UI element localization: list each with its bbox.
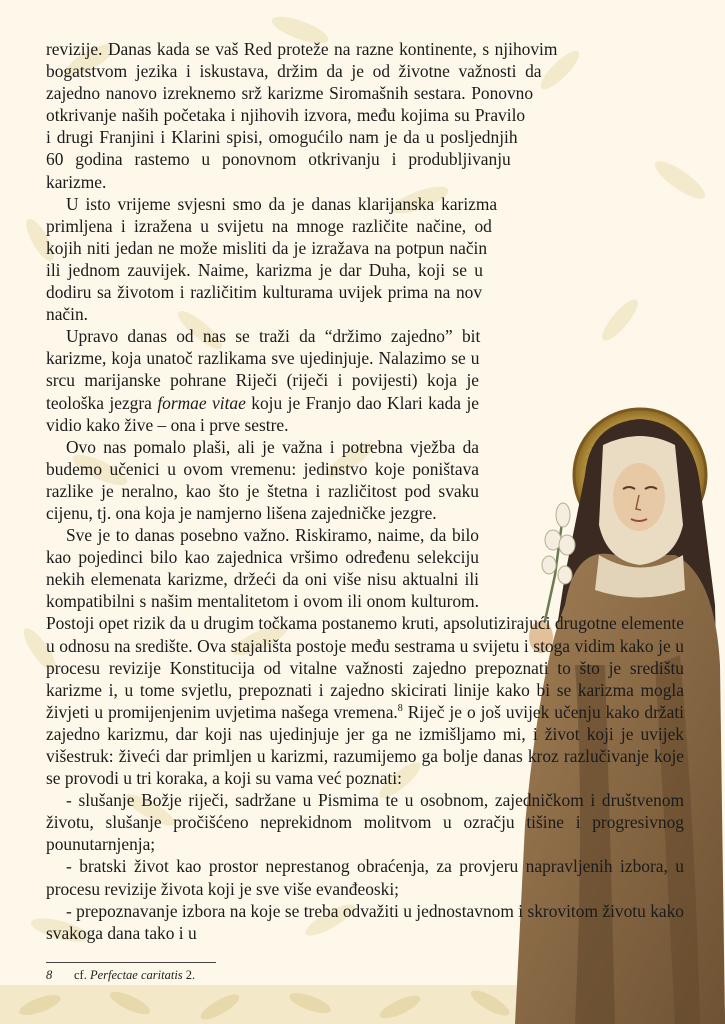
paragraph-1: revizije. Danas kada se vaš Red proteže na razne kontinente, s njihovim bogatstvom jezika i iskustava, držim da je od životne važnosti da zajedno nanovo izreknemo srž karizme Siromašnih sestara. Ponovno otkrivanje naših početaka i njihovih izvora, među kojima su Pravilo i drugi Franjini i Klarini spisi, omogućilo nam je da u posljednjih 60 godina rastemo u ponovnom otkrivanju i produbljivanju karizme. <box>46 39 558 192</box>
footnote-divider <box>46 962 216 963</box>
footnote-title: Perfectae caritatis <box>89 968 183 982</box>
paragraph-3-text-b: koju je Franjo dao Klari kada je vidio kako žive – ona i prve sestre. <box>46 392 479 435</box>
footnote <box>46 968 195 983</box>
list-item-3: - prepoznavanje izbora na koje se treba odvažiti u jednostavnom i skrovitom životu kako svakoga dana tako i u <box>46 900 684 943</box>
footnote-prefix: cf. <box>74 968 90 982</box>
paragraph-4: Ovo nas pomalo plaši, ali je važna i potrebna vježba da budemo učenici u ovom vremenu: jedinstvo koje poništava razlike je neralno, kao što je štetna i različitost pod svaku cijenu, tj. ona koja je namjerno lišena zajedničke jezgre. <box>46 436 479 523</box>
paragraph-3-emphasis: formae vitae <box>157 392 246 413</box>
footnote-reference[interactable]: 8 <box>397 703 403 715</box>
list-item-1: - slušanje Božje riječi, sadržane u Pismima te u osobnom, zajedničkom i društvenom životu, slušanje pročišćeno neprekidnom molitvom u ozračju tišine i progresivnog pounutarnjenja; <box>46 790 684 855</box>
footnote-suffix: 2. <box>182 968 196 982</box>
paragraph-3-text-a: Upravo danas od nas se traži da “držimo zajedno” bit karizme, koja unatoč razlikama sve ujedinjuje. Nalazimo se u srcu marijanske pohrane Riječi (riječi i povijesti) koja je teološka jezgra <box>46 326 481 413</box>
main-text <box>46 38 684 944</box>
paragraph-5-text-b: Riječ je o još uvijek učenju kako držati zajedno karizmu, dar koji nas ujedinjuje jer ga ne izmišljamo mi, i život koji je uvijek višestruk: živeći dar primljen u karizmi, razumijemo ga bolje danas kroz razlučivanje koje se provodi u tri koraka, a koji su vama već poznati: <box>46 701 684 789</box>
footnote-number: 8 <box>46 968 53 982</box>
list-item-2: - bratski život kao prostor neprestanog obraćenja, za provjeru napravljenih izbora, u procesu revizije života koji je sve više evanđeoski; <box>46 856 684 899</box>
paragraph-5-text-a: Sve je to danas posebno važno. Riskiramo, naime, da bilo kao pojedinci bilo kao zajednica vršimo određenu selekciju nekih elemenata karizme, držeći da oni više nisu aktualni ili kompatibilni s našim mentalitetom i ovom ili onom kulturom. Postoji opet rizik da u drugim točkama postanemo kruti, apsolutizirajući drugotne elemente u odnosu na središte. Ova stajališta postoje među sestrama u svijetu i stoga vidim kako je u procesu revizije Konstitucija od vitalne važnosti zajedno prepoznati to što je središtu karizme i, u tome svjetlu, prepoznati i zajedno skicirati linije kako bi se karizma mogla živjeti u promijenjenim uvjetima našega vremena. <box>46 525 684 722</box>
paragraph-2: U isto vrijeme svjesni smo da je danas klarijanska karizma primljena i izražena u svijetu na mnoge različite načine, od kojih niti jedan ne može misliti da je izražava na potpun način ili jednom zauvijek. Naime, karizma je dar Duha, koji se u dodiru sa životom i različitim kulturama uvijek prima na nov način. <box>46 193 498 325</box>
